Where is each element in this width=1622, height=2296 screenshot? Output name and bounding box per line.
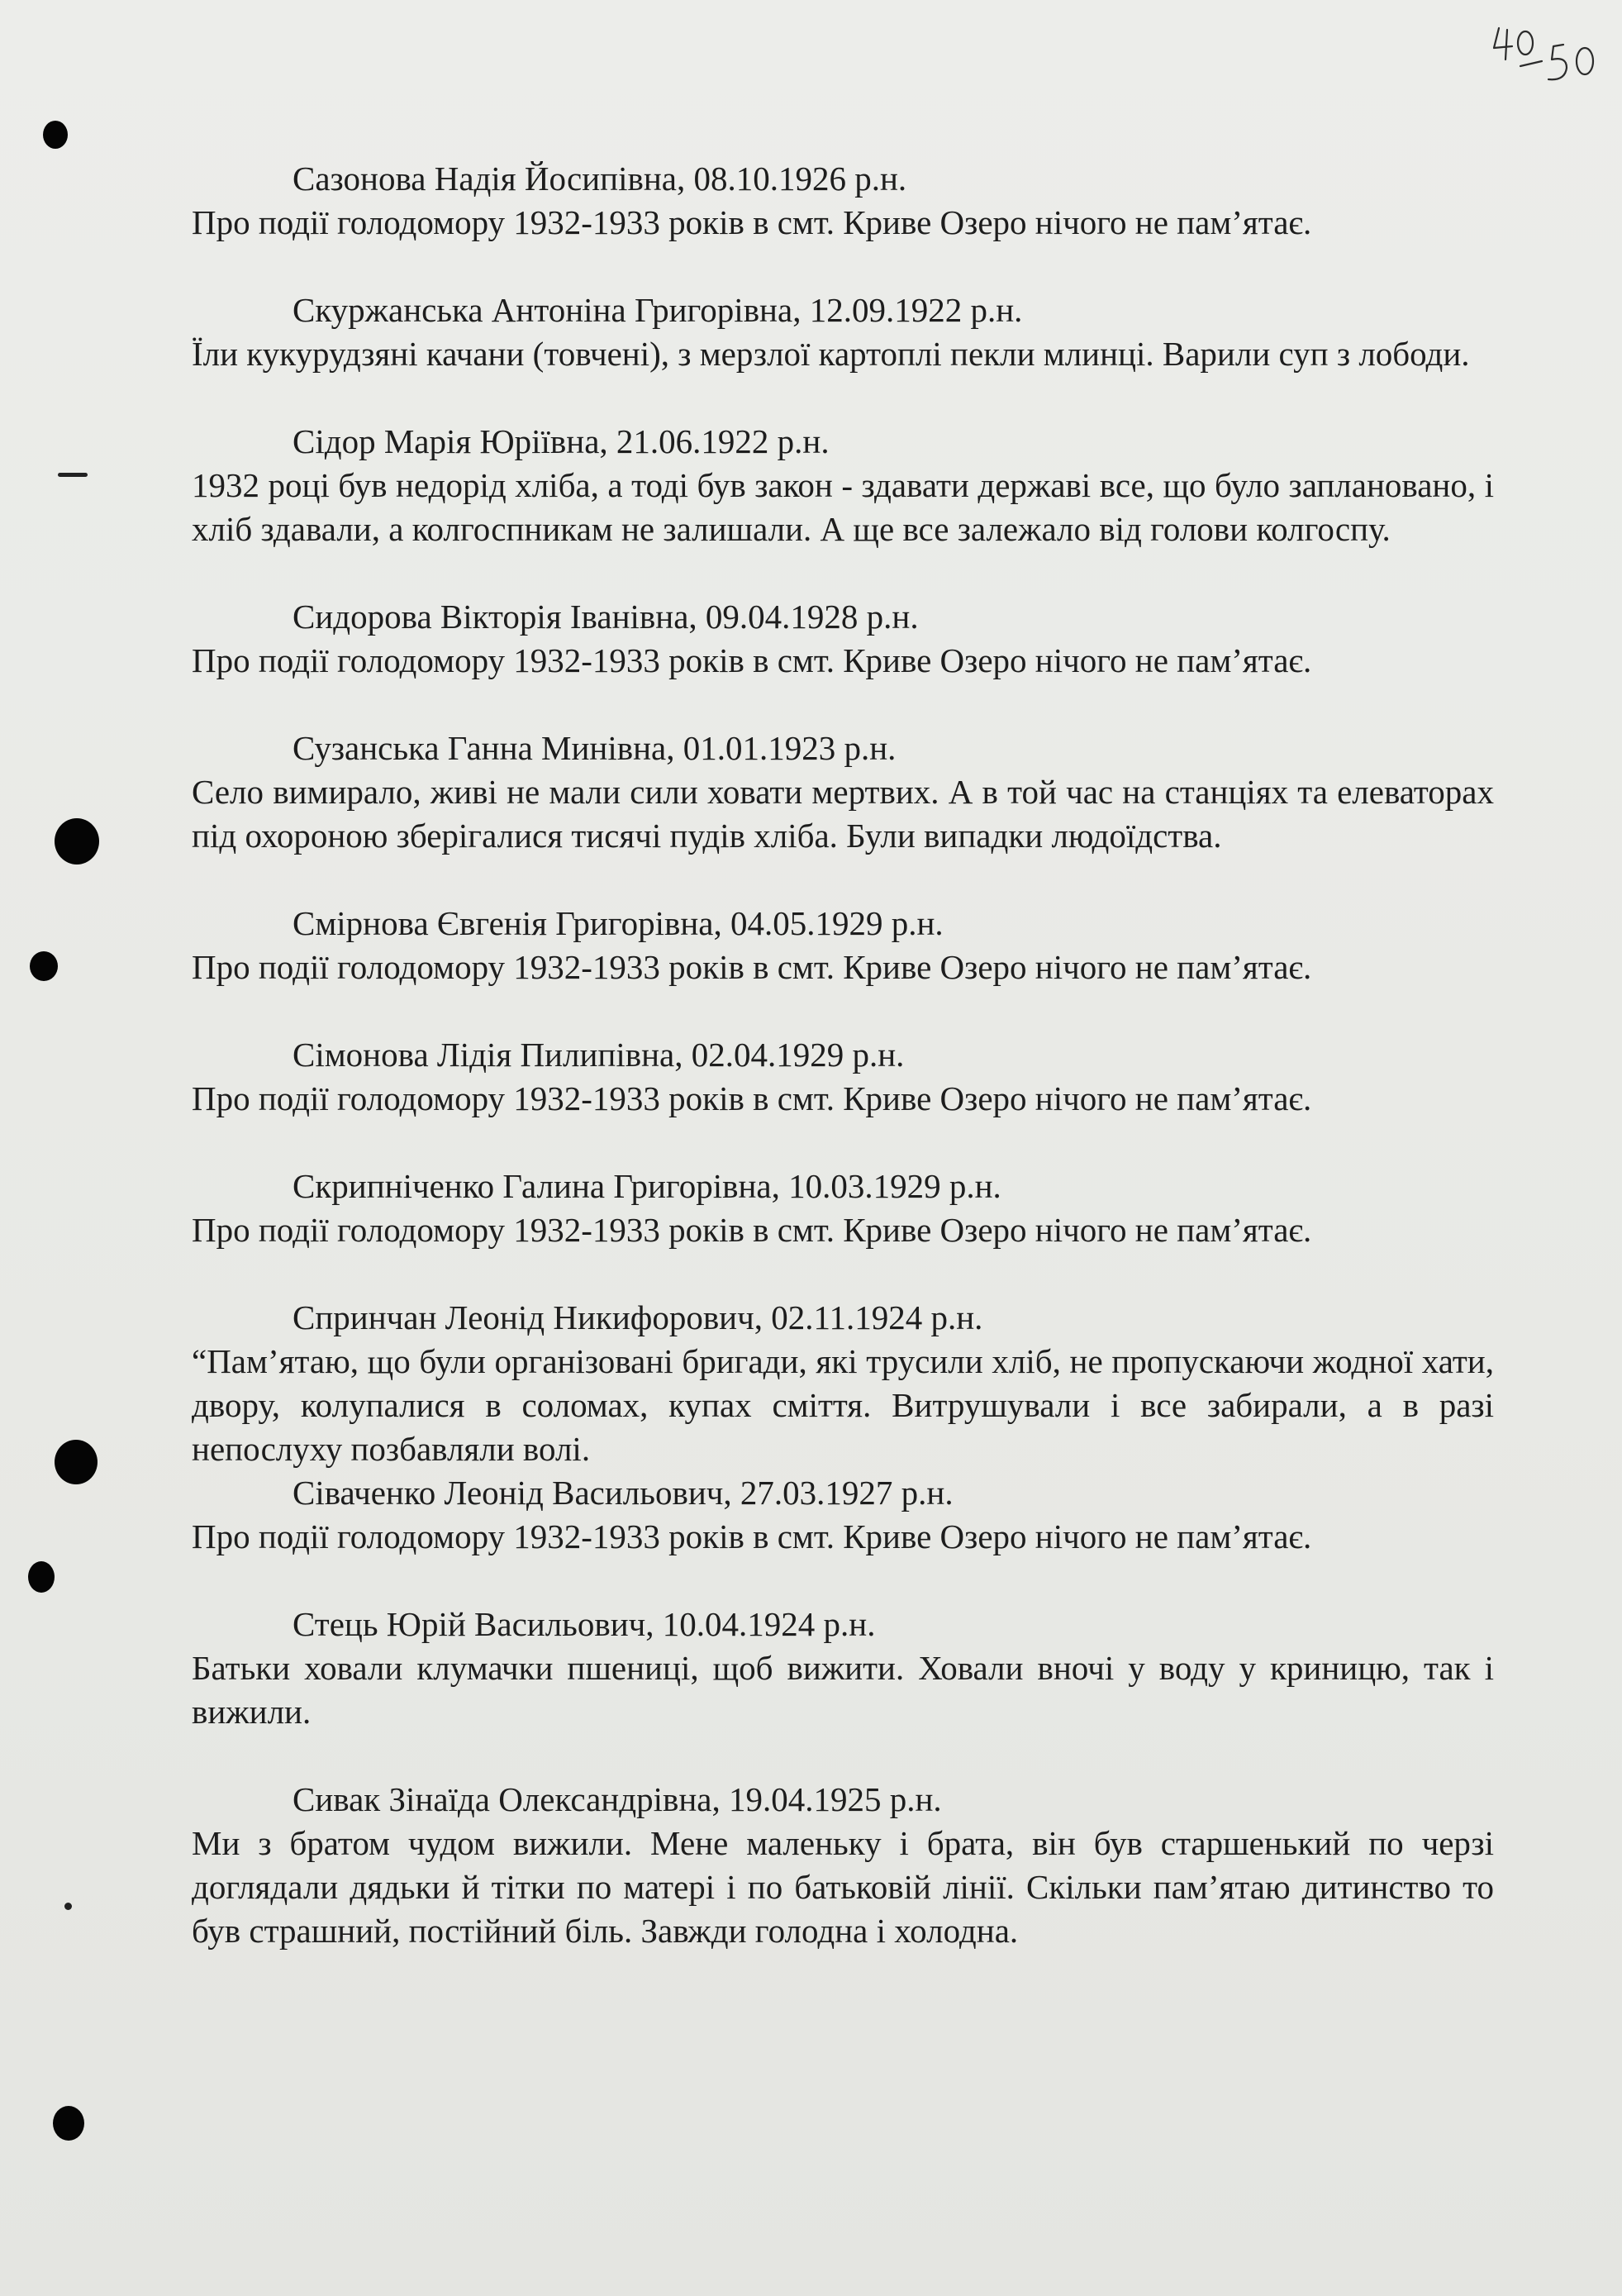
testimony-entry (192, 902, 1494, 989)
person-name: Спринчан Леонід Никифорович, 02.11.1924 р.н. (293, 1298, 983, 1336)
person-name: Сазонова Надія Йосипівна, 08.10.1926 р.н. (293, 160, 907, 198)
testimony-text: Село вимирало, живі не мали сили ховати мертвих. А в той час на станціях та елеваторах під охороною зберігалися тисячі пудів хліба. Були випадки людоїдства. (192, 773, 1494, 855)
binder-hole-5 (28, 1561, 55, 1593)
handwritten-folio-number (1487, 10, 1603, 84)
person-name: Смірнова Євгенія Григорівна, 04.05.1929 р.н. (293, 904, 944, 942)
person-name: Сідор Марія Юріївна, 21.06.1922 р.н. (293, 422, 830, 460)
testimony-entry (192, 1778, 1494, 1953)
binder-hole-2 (55, 818, 99, 865)
person-name: Сузанська Ганна Минівна, 01.01.1923 р.н. (293, 729, 897, 767)
testimony-text: Про події голодомору 1932-1933 років в смт. Криве Озеро нічого не пам’ятає. (192, 1079, 1312, 1117)
testimony-text: Про події голодомору 1932-1933 років в смт. Криве Озеро нічого не пам’ятає. (192, 1211, 1312, 1249)
folio-handwriting (1487, 10, 1603, 84)
testimony-text: Про події голодомору 1932-1933 років в смт. Криве Озеро нічого не пам’ятає. (192, 203, 1312, 241)
person-name: Стець Юрій Васильович, 10.04.1924 р.н. (293, 1605, 876, 1643)
testimony-text: Батьки ховали клумачки пшениці, щоб вижити. Ховали вночі у воду у криницю, так і вижили. (192, 1649, 1494, 1731)
person-name: Скрипніченко Галина Григорівна, 10.03.1929 р.н. (293, 1167, 1001, 1205)
testimony-entry (192, 288, 1494, 376)
testimony-text: “Пам’ятаю, що були організовані бригади, які трусили хліб, не пропускаючи жодної хати, двору, колупалися в соломах, купах сміття. Витрушували і все забирали, а в разі непослуху позбавляли волі. (192, 1342, 1494, 1468)
testimony-text: Про події голодомору 1932-1933 років в смт. Криве Озеро нічого не пам’ятає. (192, 641, 1312, 679)
testimony-entry (192, 420, 1494, 551)
person-name: Сивак Зінаїда Олександрівна, 19.04.1925 р.н. (293, 1780, 942, 1818)
person-name: Сімонова Лідія Пилипівна, 02.04.1929 р.н. (293, 1036, 905, 1074)
person-name: Скуржанська Антоніна Григорівна, 12.09.1922 р.н. (293, 291, 1023, 329)
testimony-entry (192, 1296, 1494, 1471)
binder-hole-4 (55, 1440, 98, 1484)
person-name: Сіваченко Леонід Васильович, 27.03.1927 р.н. (293, 1474, 954, 1512)
person-name: Сидорова Вікторія Іванівна, 09.04.1928 р.н. (293, 598, 919, 636)
testimony-text: Ми з братом чудом вижили. Мене маленьку і брата, він був старшенький по черзі доглядали дядьки й тітки по матері і по батьковій лінії. Скільки пам’ятаю дитинство то був страшний, постійний біль. Завжди голодна і холодна. (192, 1824, 1494, 1950)
testimony-text: Про події голодомору 1932-1933 років в смт. Криве Озеро нічого не пам’ятає. (192, 1517, 1312, 1555)
testimony-entry (192, 1165, 1494, 1252)
testimony-text: 1932 році був недорід хліба, а тоді був закон - здавати державі все, що було заплановано, і хліб здавали, а колгоспникам не залишали. А ще все залежало від голови колгоспу. (192, 466, 1494, 548)
testimony-text: Про події голодомору 1932-1933 років в смт. Криве Озеро нічого не пам’ятає. (192, 948, 1312, 986)
margin-mark-2 (64, 1903, 72, 1910)
binder-hole-6 (53, 2106, 84, 2141)
binder-hole-1 (43, 121, 68, 149)
testimony-entry (192, 726, 1494, 858)
testimony-entry (192, 1471, 1494, 1559)
binder-hole-3 (30, 951, 58, 981)
testimony-entry (192, 157, 1494, 245)
testimony-entry (192, 1603, 1494, 1734)
testimony-text: Їли кукурудзяні качани (товчені), з мерзлої картоплі пекли млинці. Варили суп з лободи. (192, 335, 1470, 373)
testimony-entry (192, 595, 1494, 683)
margin-mark-1 (58, 473, 88, 477)
testimony-list (192, 157, 1494, 1953)
testimony-entry (192, 1033, 1494, 1121)
